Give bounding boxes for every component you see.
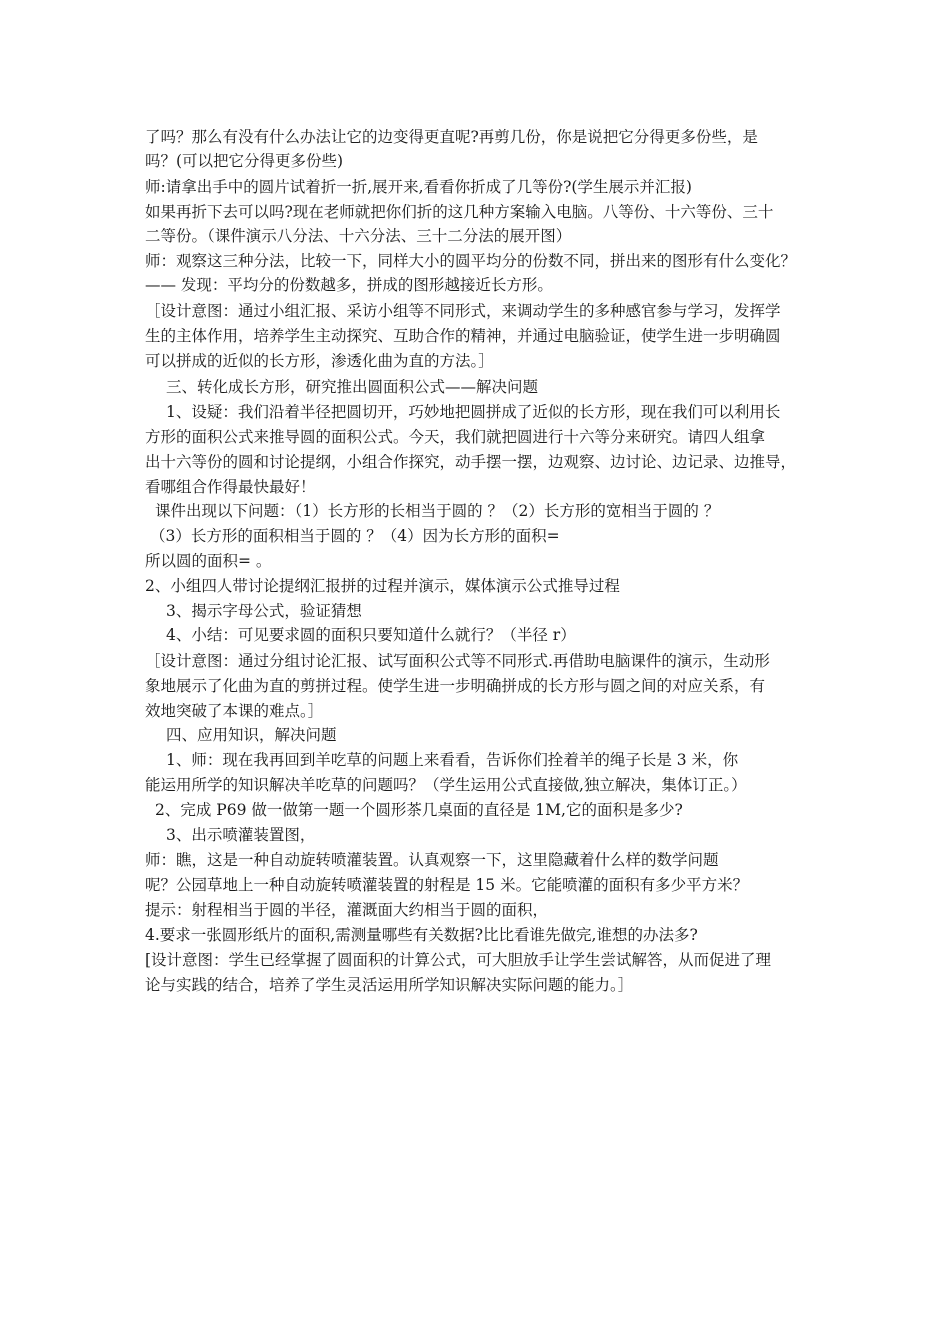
section-heading: 三、转化成长方形，研究推出圆面积公式——解决问题 [166,378,539,396]
text-line: 看哪组合作得最快最好！ [145,478,316,496]
text-line: 方形的面积公式来推导圆的面积公式。今天，我们就把圆进行十六等分来研究。请四人组拿 [145,428,766,446]
text-line: 如果再折下去可以吗?现在老师就把你们折的这几种方案输入电脑。八等份、十六等份、三十 [145,203,774,221]
text-line: 3、揭示字母公式，验证猜想 [166,602,362,620]
design-note-line: [设计意图：学生已经掌握了圆面积的计算公式，可大胆放手让学生尝试解答，从而促进了理 [145,951,772,969]
section-heading: 四、应用知识，解决问题 [166,726,337,744]
text-line: 所以圆的面积= 。 [145,552,272,570]
text-line: 1、设疑：我们沿着半径把圆切开，巧妙地把圆拼成了近似的长方形，现在我们可以利用长 [166,403,781,421]
text-line: —— 发现：平均分的份数越多，拼成的图形越接近长方形。 [145,276,553,294]
design-note-line: ［设计意图：通过分组讨论汇报、试写面积公式等不同形式.再借助电脑课件的演示，生动形 [145,652,770,670]
text-line: 课件出现以下问题：（1）长方形的长相当于圆的 ？（2）长方形的宽相当于圆的 ？ [155,502,720,520]
text-line: 2、小组四人带讨论提纲汇报拼的过程并演示，媒体演示公式推导过程 [145,577,620,595]
text-line: 师：瞧，这是一种自动旋转喷灌装置。认真观察一下，这里隐藏着什么样的数学问题 [145,851,719,869]
text-line: 吗？(可以把它分得更多份些) [145,152,344,170]
text-line: 4.要求一张圆形纸片的面积,需测量哪些有关数据?比比看谁先做完,谁想的办法多? [145,926,698,944]
text-line: 了吗？那么有没有什么办法让它的边变得更直呢?再剪几份，你是说把它分得更多份些，是 [145,128,758,146]
design-note-line: 效地突破了本课的难点。］ [145,702,324,720]
text-line: 师:请拿出手中的圆片试着折一折,展开来,看看你折成了几等份?(学生展示并汇报) [145,178,692,196]
text-line: （3）长方形的面积相当于圆的 ？（4）因为长方形的面积= [150,527,560,545]
text-line: 2、完成 P69 做一做第一题一个圆形茶几桌面的直径是 1M,它的面积是多少? [155,801,683,819]
text-line: 呢？公园草地上一种自动旋转喷灌装置的射程是 15 米。它能喷灌的面积有多少平方米？ [145,876,749,894]
design-note-line: 论与实践的结合，培养了学生灵活运用所学知识解决实际问题的能力。］ [145,976,634,994]
design-note-line: 象地展示了化曲为直的剪拼过程。使学生进一步明确拼成的长方形与圆之间的对应关系，有 [145,677,766,695]
text-line: 二等份。（课件演示八分法、十六分法、三十二分法的展开图） [145,227,572,245]
text-line: 4、小结：可见要求圆的面积只要知道什么就行？（半径 r） [166,626,576,644]
design-note-line: 可以拼成的近似的长方形，渗透化曲为直的方法。］ [145,352,494,370]
text-line: 提示：射程相当于圆的半径，灌溉面大约相当于圆的面积， [145,901,549,919]
text-line: 3、出示喷灌装置图， [166,826,316,844]
text-line: 1、师：现在我再回到羊吃草的问题上来看看，告诉你们拴着羊的绳子长是 3 米，你 [166,751,739,769]
design-note-line: ［设计意图：通过小组汇报、采访小组等不同形式，来调动学生的多种感官参与学习，发挥学 [145,302,781,320]
text-line: 出十六等份的圆和讨论提纲，小组合作探究，动手摆一摆，边观察、边讨论、边记录、边推导， [145,453,797,471]
design-note-line: 生的主体作用，培养学生主动探究、互助合作的精神，并通过电脑验证，使学生进一步明确圆 [145,327,781,345]
text-line: 师：观察这三种分法，比较一下，同样大小的圆平均分的份数不同，拼出来的图形有什么变化？ [145,252,797,270]
text-line: 能运用所学的知识解决羊吃草的问题吗？（学生运用公式直接做,独立解决，集体订正。） [145,776,747,794]
